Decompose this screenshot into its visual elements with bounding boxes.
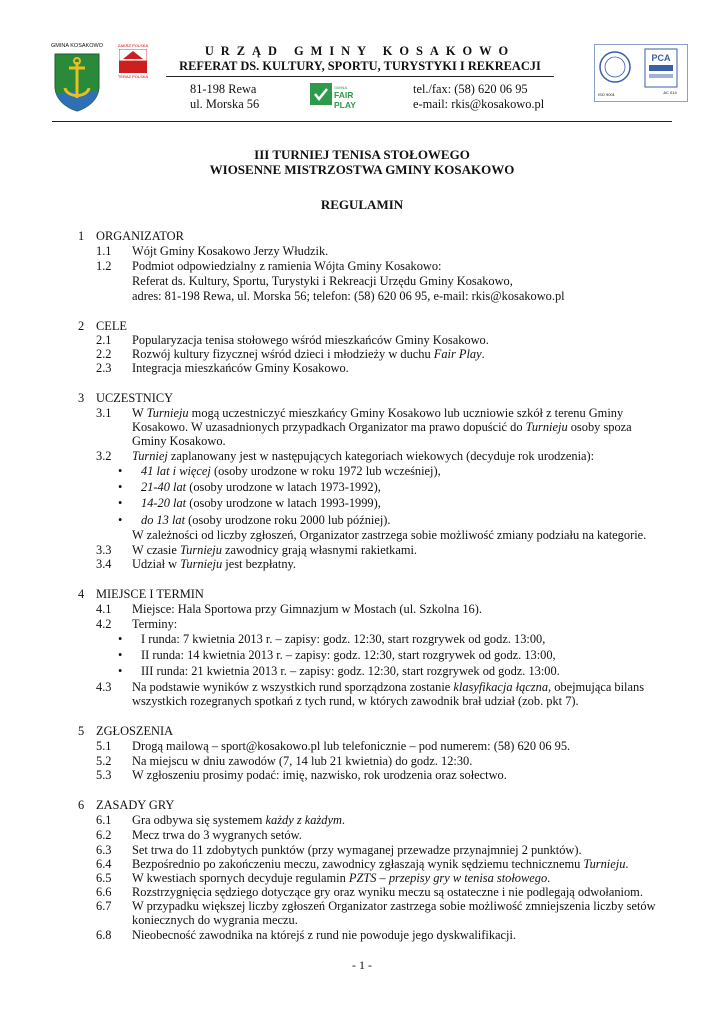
item-number: 1.1 [96,244,112,258]
document-title-line1: III TURNIEJ TENISA STOŁOWEGO [254,147,470,162]
gmina-kosakowo-logo [50,43,104,115]
item-number: 3.1 [96,406,112,420]
item-text: W zgłoszeniu prosimy podać: imię, nazwisko, rok urodzenia oraz sołectwo. [132,768,507,782]
list-item: II runda: 14 kwietnia 2013 r. – zapisy: godz. 12:30, start rozgrywek od godz. 13:00, [141,648,556,662]
item-text: Set trwa do 11 zdobytych punktów (przy wymaganej przewadze przynajmniej 2 punktów). [132,843,582,857]
section-number: 6 [78,798,85,812]
item-number: 5.2 [96,754,112,768]
fair-play-logo [310,83,376,110]
item-number: 3.4 [96,557,112,571]
item-number: 6.2 [96,828,112,842]
item-number: 6.3 [96,843,112,857]
item-text: Mecz trwa do 3 wygranych setów. [132,828,302,842]
list-item: 41 lat i więcej (osoby urodzone w roku 1972 lub wcześniej), [141,464,441,478]
item-text-cont: koniecznych do wygrania meczu. [132,913,298,927]
letterhead [0,0,724,125]
bullet-icon: • [118,664,123,678]
item-number: 1.2 [96,259,112,273]
item-text-cont: adres: 81-198 Rewa, ul. Morska 56; telefon: (58) 620 06 95, e-mail: rkis@kosakowo.pl [132,289,565,303]
section-heading: ZGŁOSZENIA [96,724,174,738]
item-text: Bezpośrednio po zakończeniu meczu, zawodnicy zgłaszają wynik sędziemu technicznemu Turnieju. [132,857,629,871]
office-title: URZĄD GMINY KOSAKOWO [204,44,516,58]
item-text: Rozwój kultury fizycznej wśród dzieci i młodzieży w duchu Fair Play. [132,347,485,361]
header-divider [166,76,554,77]
address-street: ul. Morska 56 [190,97,260,111]
polska-emblem-icon [119,49,147,73]
gmina-logo-caption: GMINA KOSAKOWO [51,43,103,49]
item-text: Gra odbywa się systemem każdy z każdym. [132,813,346,827]
section-number: 1 [78,229,85,243]
item-text-cont: W zależności od liczby zgłoszeń, Organizator zastrzega sobie możliwość zmiany podziału na kategorie. [132,528,647,542]
section-heading: CELE [96,319,127,333]
item-text-cont: Referat ds. Kultury, Sportu, Turystyki i Rekreacji Urzędu Gminy Kosakowo, [132,274,513,288]
contact-email: e-mail: rkis@kosakowo.pl [413,97,545,111]
item-text: Wójt Gminy Kosakowo Jerzy Włudzik. [132,244,329,258]
item-number: 6.4 [96,857,112,871]
section-heading: MIEJSCE I TERMIN [96,587,204,601]
item-number: 6.1 [96,813,112,827]
address-postal: 81-198 Rewa [190,82,257,96]
section-number: 3 [78,391,85,405]
item-text: Udział w Turnieju jest bezpłatny. [132,557,297,571]
bullet-icon: • [118,480,123,494]
list-item: do 13 lat (osoby urodzone roku 2000 lub później). [141,513,391,527]
item-text-cont: Gminy Kosakowo. [132,434,226,448]
section-heading: UCZESTNICY [96,391,174,405]
polska-logo-bottom-caption: TERAZ POLSKA [117,74,149,79]
office-subtitle: REFERAT DS. KULTURY, SPORTU, TURYSTYKI I REKREACJI [179,59,541,73]
item-text: W Turnieju mogą uczestniczyć mieszkańcy Gminy Kosakowo lub uczniowie szkół z terenu Gminy [132,406,624,420]
item-text: Turniej zaplanowany jest w następujących kategoriach wiekowych (decyduje rok urodzenia): [132,449,595,463]
item-number: 3.3 [96,543,112,557]
teraz-polska-logo [115,43,151,83]
cert-iso-label: ISO 9001 [598,92,615,97]
item-text: Drogą mailową – sport@kosakowo.pl lub telefonicznie – pod numerem: (58) 620 06 95. [132,739,571,753]
item-text-cont: wszystkich rozegranych spotkań z tych rund, w których zawodnik brał udział (zob. pkt 7). [132,694,579,708]
item-text: Integracja mieszkańców Gminy Kosakowo. [132,361,349,375]
item-text: W czasie Turnieju zawodnicy grają własnymi rakietkami. [132,543,418,557]
section-number: 5 [78,724,85,738]
item-text: Na miejscu w dniu zawodów (7, 14 lub 21 kwietnia) do godz. 12:30. [132,754,473,768]
contact-phone: tel./fax: (58) 620 06 95 [413,82,528,96]
page-number: - 1 - [352,958,372,972]
section-number: 4 [78,587,85,601]
item-text: W kwestiach spornych decyduje regulamin PZTS – przepisy gry w tenisa stołowego. [132,871,551,885]
item-text: Terminy: [132,617,178,631]
item-number: 6.6 [96,885,112,899]
fair-play-label: FAIR PLAY [334,90,356,110]
bullet-icon: • [118,464,123,478]
bullet-icon: • [118,632,123,646]
item-number: 4.3 [96,680,112,694]
bullet-icon: • [118,648,123,662]
item-number: 5.3 [96,768,112,782]
fair-play-check-icon [310,83,332,105]
document-title-line2: WIOSENNE MISTRZOSTWA GMINY KOSAKOWO [209,162,515,177]
item-number: 6.5 [96,871,112,885]
item-number: 6.8 [96,928,112,942]
item-number: 5.1 [96,739,112,753]
bullet-icon: • [118,496,123,510]
item-text: W przypadku większej liczby zgłoszeń Organizator zastrzega sobie możliwość zmniejszenia liczby setów [132,899,656,913]
section-number: 2 [78,319,85,333]
item-text: Rozstrzygnięcia sędziego dotyczące gry oraz wyniku meczu są ostateczne i nie podlegają odwołaniom. [132,885,643,899]
cert-ac-label: AC 014 [663,90,677,95]
item-number: 2.2 [96,347,112,361]
bullet-icon: • [118,513,123,527]
item-text: Popularyzacja tenisa stołowego wśród mieszkańców Gminy Kosakowo. [132,333,489,347]
list-item: 21-40 lat (osoby urodzone w latach 1973-1992), [141,480,381,494]
section-heading: ORGANIZATOR [96,229,184,243]
item-text: Miejsce: Hala Sportowa przy Gimnazjum w Mostach (ul. Szkolna 16). [132,602,482,616]
item-number: 6.7 [96,899,112,913]
fair-play-small-label: GMINA [334,85,348,90]
item-number: 2.3 [96,361,112,375]
item-number: 3.2 [96,449,112,463]
gmina-coat-of-arms-icon [53,52,101,112]
list-item: 14-20 lat (osoby urodzone w latach 1993-1999), [141,496,381,510]
letterhead-bottom-rule [52,121,672,122]
document-title-regulamin: REGULAMIN [320,197,404,212]
item-text: Na podstawie wyników z wszystkich rund sporządzona zostanie klasyfikacja łączna, obejmująca bilans [132,680,645,694]
list-item: III runda: 21 kwietnia 2013 r. – zapisy: godz. 12:30, start rozgrywek od godz. 13:00. [141,664,560,678]
list-item: I runda: 7 kwietnia 2013 r. – zapisy: godz. 12:30, start rozgrywek od godz. 13:00, [141,632,546,646]
item-number: 4.1 [96,602,112,616]
item-text-cont: Kosakowo. W uzasadnionych przypadkach Organizator ma prawo dopuścić do Turnieju osoby spoza [132,420,632,434]
item-number: 4.2 [96,617,112,631]
item-number: 2.1 [96,333,112,347]
section-heading: ZASADY GRY [96,798,175,812]
polska-logo-top-caption: ZAKRZ POLSKA [117,43,149,48]
item-text: Podmiot odpowiedzialny z ramienia Wójta Gminy Kosakowo: [132,259,442,273]
cert-pca-text: PCA [651,53,671,63]
item-text: Nieobecność zawodnika na którejś z rund nie powoduje jego dyskwalifikacji. [132,928,516,942]
